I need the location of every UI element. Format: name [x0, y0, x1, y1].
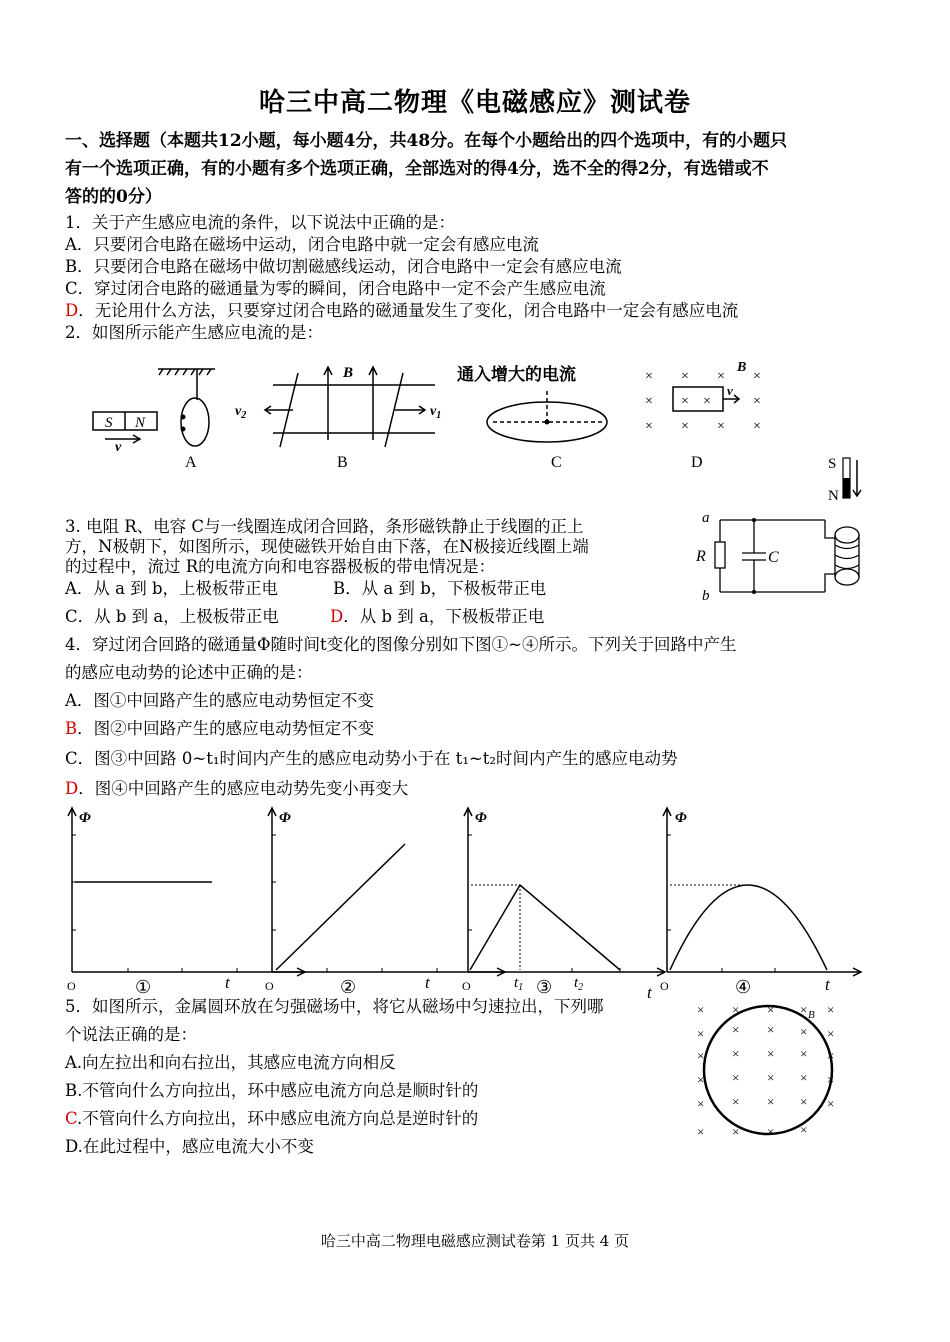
q4-graph3-origin: O [462, 979, 471, 993]
svg-text:×: × [732, 1046, 740, 1061]
svg-text:×: × [732, 1022, 740, 1037]
q4-graph3-t: t [647, 983, 652, 1000]
svg-text:×: × [732, 1094, 740, 1109]
svg-text:×: × [800, 1070, 808, 1085]
svg-text:×: × [732, 1124, 740, 1139]
q4-stem-line1: 4．穿过闭合回路的磁通量Φ随时间t变化的图像分别如下图①~④所示。下列关于回路中产生 [65, 635, 737, 654]
q4-option-c: C．图③中回路 0~t₁时间内产生的感应电动势小于在 t₁~t₂时间内产生的感应电动势 [65, 749, 678, 768]
q3-stem-line2: 方，N极朝下，如图所示，现使磁铁开始自由下落，在N极接近线圈上端 [65, 537, 589, 556]
q4-stem-line2: 的感应电动势的论述中正确的是： [65, 663, 313, 682]
q3-resistor-label: R [696, 548, 706, 565]
svg-text:×: × [717, 419, 725, 434]
svg-text:×: × [645, 394, 653, 409]
svg-text:×: × [753, 394, 761, 409]
q2-d-field: B [737, 360, 747, 375]
q4-graph4-curve [670, 885, 827, 970]
q4-graph2-line [276, 844, 405, 970]
svg-text:×: × [767, 1094, 775, 1109]
q4-graph1-phi: Φ [79, 810, 91, 826]
section-header-line3: 答的的0分） [65, 187, 162, 207]
q4-option-a: A．图①中回路产生的感应电动势恒定不变 [65, 691, 374, 710]
svg-text:×: × [697, 1048, 705, 1063]
q2-a-dot-bottom [181, 427, 186, 432]
q3-capacitor-label: C [768, 549, 779, 566]
q4-graph1-t: t [225, 973, 230, 992]
q2-a-magnet-n: N [135, 415, 146, 431]
q1-option-a: A．只要闭合电路在磁场中运动，闭合电路中就一定会有感应电流 [65, 235, 539, 254]
q2-c-center [545, 420, 550, 425]
svg-text:×: × [827, 1002, 835, 1017]
q4-graph2-phi: Φ [279, 810, 291, 826]
q4-graph2-number: ② [340, 977, 357, 997]
q5-option-c [65, 1108, 478, 1130]
q4-graphs [55, 800, 875, 1000]
q5-option-d: D.在此过程中，感应电流大小不变 [65, 1137, 314, 1156]
q4-option-b-text: ．图②中回路产生的感应电动势恒定不变 [77, 719, 375, 738]
q2-figure [85, 355, 785, 475]
q4-graph2-t: t [425, 973, 430, 992]
q3-option-c: C．从 b 到 a，上极板带正电 [65, 607, 279, 626]
q2-b-field: B [343, 365, 354, 381]
svg-text:×: × [717, 369, 725, 384]
q2-a-velocity: v [115, 440, 122, 455]
svg-text:×: × [681, 419, 689, 434]
q3-figure [690, 450, 880, 610]
q1-option-c: C．穿过闭合电路的磁通量为零的瞬间，闭合电路中一定不会产生感应电流 [65, 279, 606, 298]
svg-text:×: × [800, 1002, 808, 1017]
svg-text:×: × [767, 1046, 775, 1061]
q2-label-c: C [551, 454, 562, 471]
svg-text:×: × [697, 1026, 705, 1041]
svg-text:×: × [697, 1002, 705, 1017]
svg-text:×: × [645, 419, 653, 434]
svg-text:×: × [800, 1046, 808, 1061]
svg-text:×: × [767, 1022, 775, 1037]
q1-option-d [65, 300, 738, 322]
q2-a-dot-top [181, 415, 186, 420]
svg-text:×: × [681, 394, 689, 409]
q5-figure [692, 998, 852, 1148]
svg-text:×: × [697, 1072, 705, 1087]
q3-circuit [715, 520, 859, 592]
svg-text:×: × [800, 1094, 808, 1109]
q3-option-d-text: ．从 b 到 a，下极板带正电 [343, 607, 545, 626]
svg-text:×: × [697, 1096, 705, 1111]
q2-b-v2: $v_2$ [235, 404, 247, 421]
q5-option-c-text: .不管向什么方向拉出，环中感应电流方向总是逆时针的 [77, 1109, 479, 1128]
q3-node-b: b [702, 588, 710, 604]
q2-figure-c [487, 391, 607, 442]
section-header-line2: 有一个选项正确，有的小题有多个选项正确，全部选对的得4分，选不全的得2分，有选错或不 [65, 159, 769, 179]
q2-stem: 2．如图所示能产生感应电流的是： [65, 323, 323, 342]
q5-stem-line2: 个说法正确的是： [65, 1025, 197, 1044]
q1-answer-letter: D [65, 301, 79, 320]
q2-figure-a [93, 369, 215, 446]
q5-answer-letter: C [65, 1109, 78, 1128]
svg-text:×: × [800, 1024, 808, 1039]
svg-text:×: × [753, 419, 761, 434]
q4-graph4-t: t [825, 975, 830, 994]
page-footer: 哈三中高二物理电磁感应测试卷第 1 页共 4 页 [320, 1232, 630, 1250]
q2-label-b: B [337, 454, 348, 471]
q5-stem-line1: 5．如图所示，金属圆环放在匀强磁场中，将它从磁场中匀速拉出，下列哪 [65, 997, 604, 1016]
q2-label-d: D [691, 454, 703, 471]
q4-graph4-number: ④ [735, 977, 752, 997]
q3-node-a: a [702, 510, 710, 526]
svg-text:×: × [827, 1026, 835, 1041]
svg-text:×: × [703, 394, 711, 409]
svg-text:×: × [681, 369, 689, 384]
svg-text:×: × [645, 369, 653, 384]
svg-text:×: × [767, 1002, 775, 1017]
q4-graph3-t1: $t_1$ [514, 975, 524, 993]
svg-text:×: × [732, 1070, 740, 1085]
q3-magnet-n: N [828, 488, 839, 504]
q5-field-label: B [808, 1009, 815, 1021]
q3-magnet-s: S [828, 456, 837, 472]
q2-d-velocity: v [727, 383, 733, 398]
svg-text:×: × [827, 1096, 835, 1111]
q3-stem-line3: 的过程中，流过 R的电流方向和电容器极板的带电情况是： [65, 557, 496, 576]
q3-answer-letter: D [330, 607, 344, 626]
svg-text:×: × [827, 1072, 835, 1087]
q3-option-b: B．从 a 到 b，下极板带正电 [333, 579, 547, 598]
svg-text:×: × [732, 1002, 740, 1017]
q4-graph2-origin: O [265, 979, 274, 993]
svg-text:×: × [767, 1124, 775, 1139]
q4-option-b [65, 718, 374, 740]
q4-graph3-phi: Φ [475, 810, 487, 826]
q3-option-a: A．从 a 到 b，上极板带正电 [65, 579, 279, 598]
q2-c-caption: 通入增大的电流 [457, 365, 576, 384]
q1-stem: 1．关于产生感应电流的条件，以下说法中正确的是： [65, 213, 455, 232]
q2-b-v1: $v_1$ [430, 404, 442, 421]
q1-option-b: B．只要闭合电路在磁场中做切割磁感线运动，闭合电路中一定会有感应电流 [65, 257, 622, 276]
svg-text:×: × [753, 369, 761, 384]
q4-option-d [65, 778, 408, 800]
q4-graph4-phi: Φ [675, 810, 687, 826]
q4-graph4-origin: O [660, 979, 669, 993]
q4-graph3-t2: $t_2$ [574, 975, 584, 993]
q4-graph3-line [470, 885, 620, 970]
q5-option-b: B.不管向什么方向拉出，环中感应电流方向总是顺时针的 [65, 1081, 479, 1100]
q4-graph1-number: ① [135, 977, 152, 997]
q4-answer-letter-d: D [65, 779, 79, 798]
q1-option-d-text: ．无论用什么方法，只要穿过闭合电路的磁通量发生了变化，闭合电路中一定会有感应电流 [78, 301, 739, 320]
q5-field-crosses [697, 1002, 834, 1139]
q3-option-d [330, 606, 544, 628]
svg-text:×: × [800, 1122, 808, 1137]
q4-graph3-number: ③ [536, 977, 553, 997]
svg-text:×: × [827, 1048, 835, 1063]
q4-answer-letter-b: B [65, 719, 78, 738]
svg-text:×: × [767, 1070, 775, 1085]
q4-graph1-origin: O [67, 979, 76, 993]
q2-label-a: A [185, 454, 197, 471]
section-header-line1: 一、选择题（本题共12小题，每小题4分，共48分。在每个小题给出的四个选项中，有的小题只 [65, 131, 788, 151]
svg-text:×: × [697, 1124, 705, 1139]
q3-stem-line1: 3. 电阻 R、电容 C与一线圈连成闭合回路，条形磁铁静止于线圈的正上 [65, 517, 584, 536]
q2-a-magnet-s: S [105, 415, 113, 431]
q4-option-d-text: ．图④中回路产生的感应电动势先变小再变大 [78, 779, 409, 798]
page-title: 哈三中高二物理《电磁感应》测试卷 [258, 88, 691, 118]
q5-option-a: A.向左拉出和向右拉出，其感应电流方向相反 [65, 1053, 396, 1072]
